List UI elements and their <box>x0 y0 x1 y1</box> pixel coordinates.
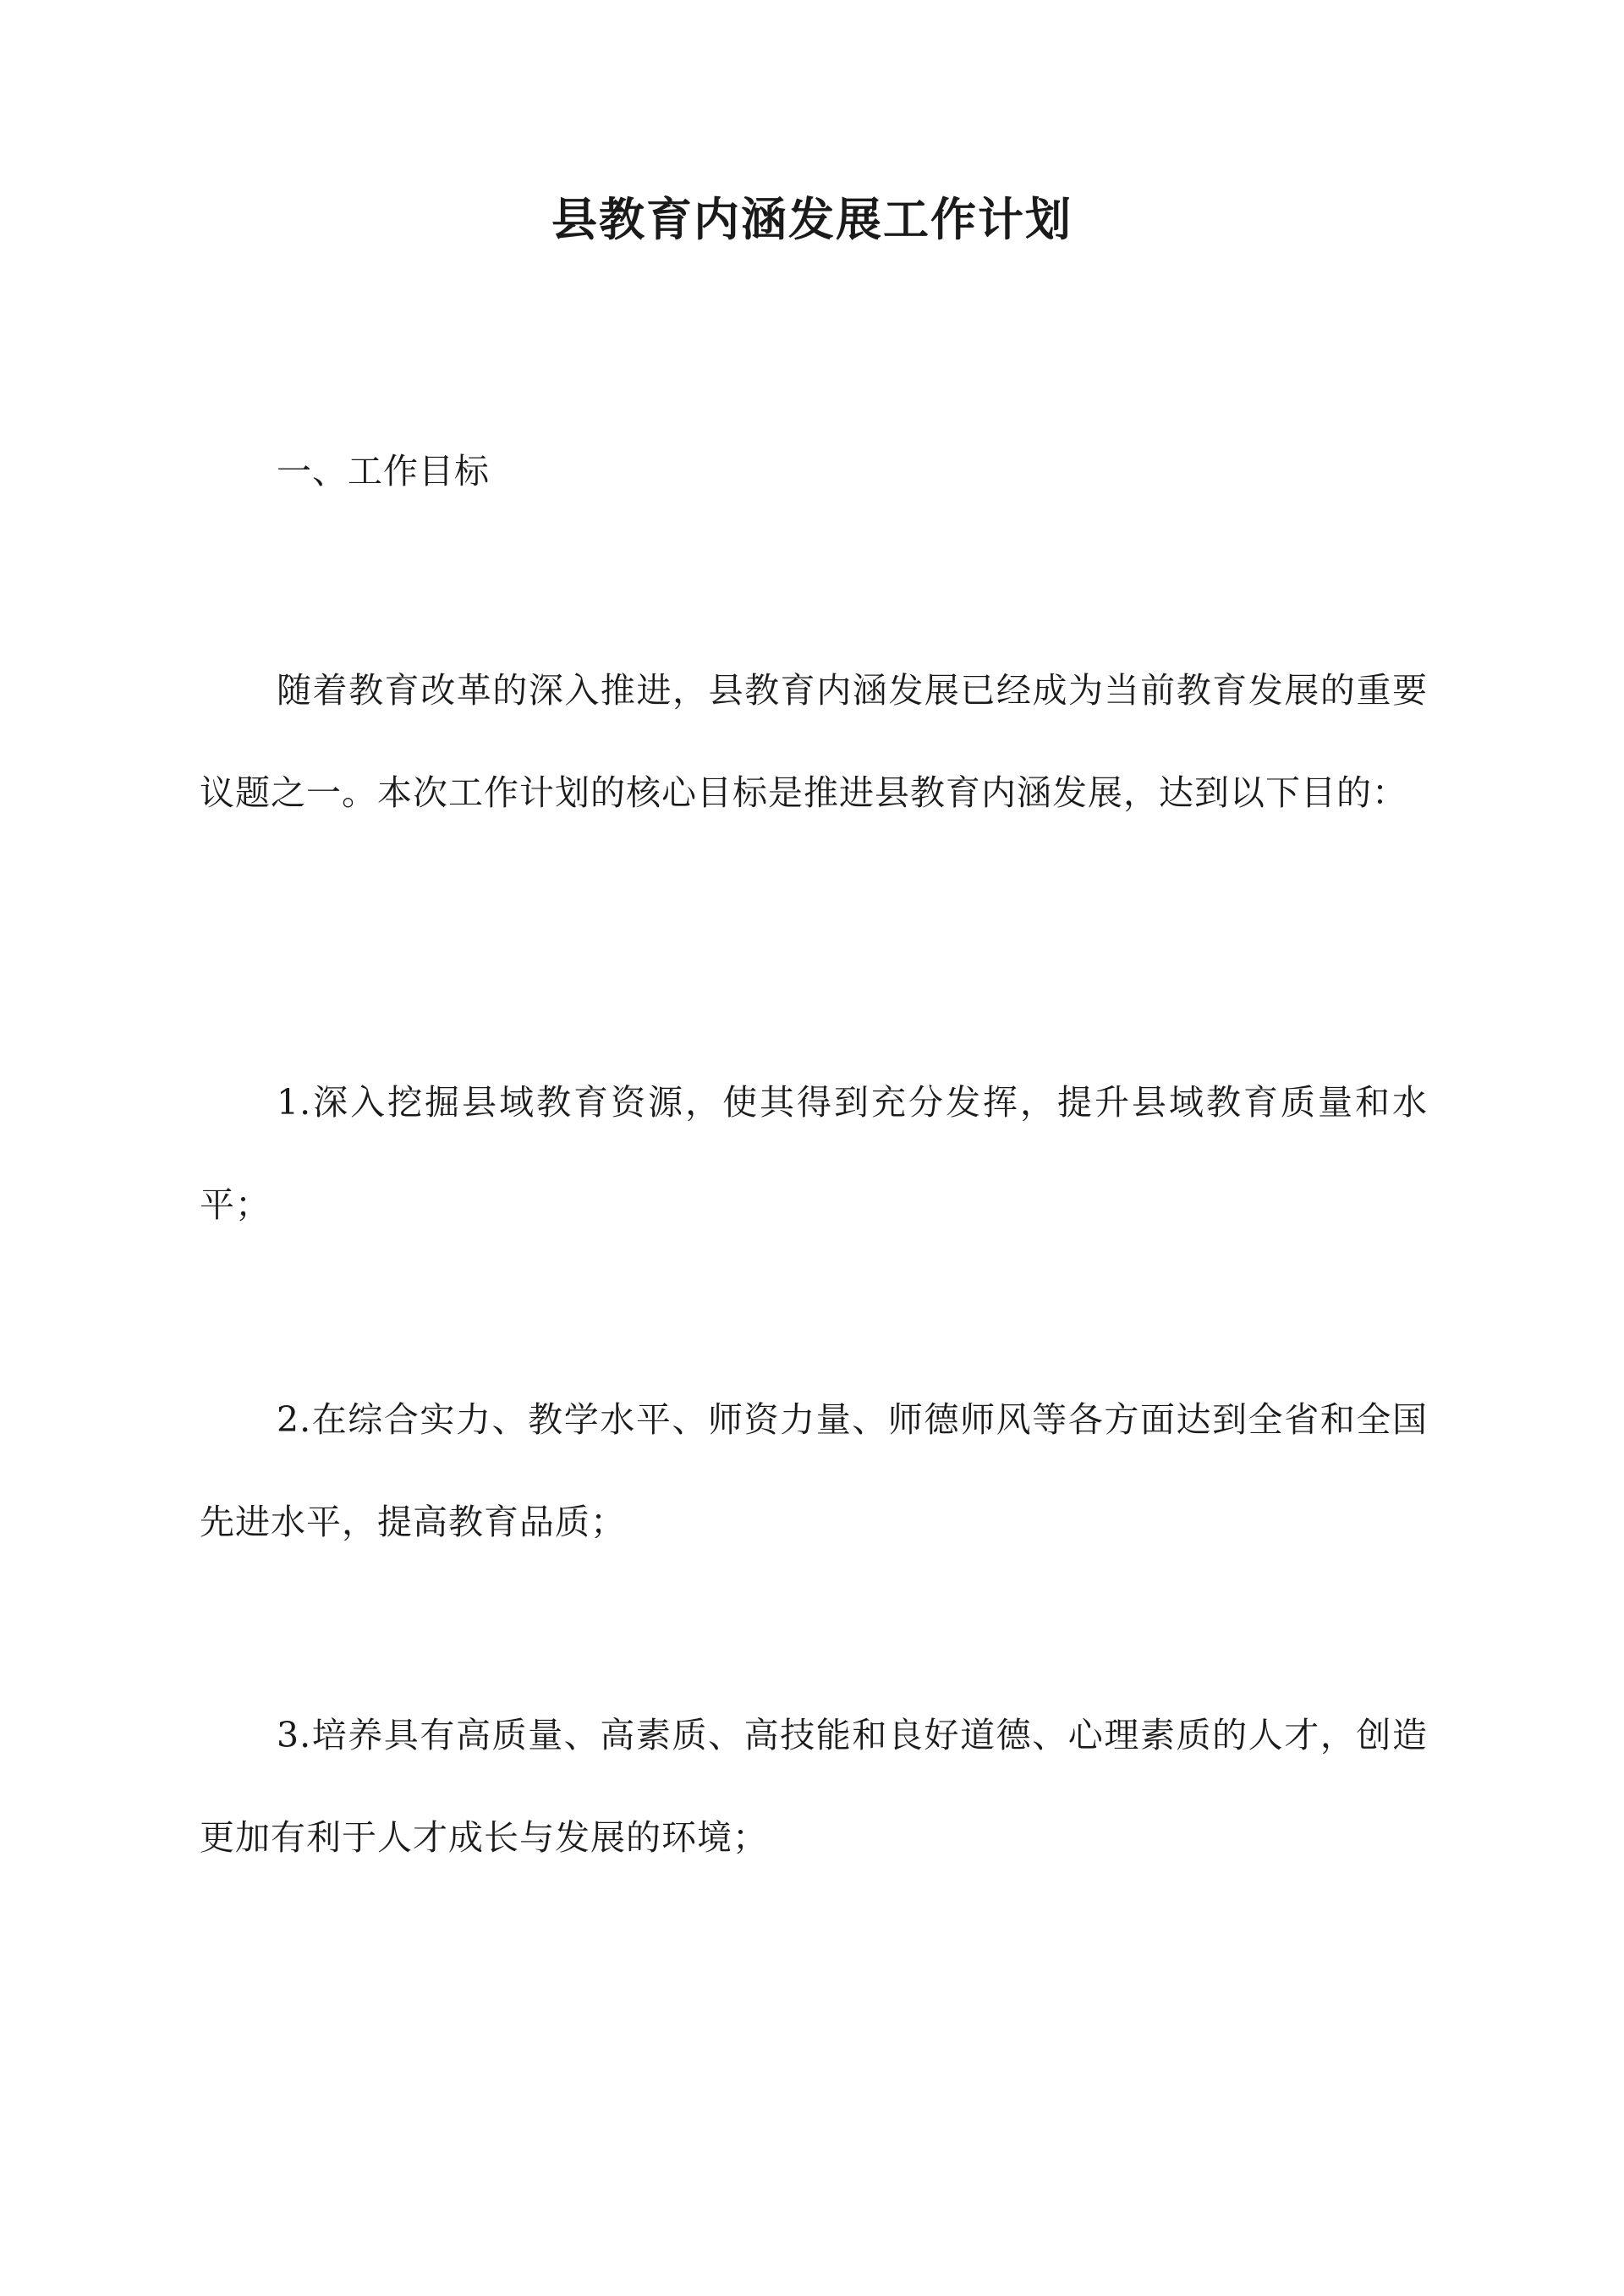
document-title: 县教育内涵发展工作计划 <box>551 192 1073 246</box>
goal-item-2: 2.在综合实力、教学水平、师资力量、师德师风等各方面达到全省和全国先进水平，提高教育品质； <box>200 1399 1428 1542</box>
intro-paragraph: 随着教育改革的深入推进，县教育内涵发展已经成为当前教育发展的重要议题之一。本次工作计划的核心目标是推进县教育内涵发展，达到以下目的： <box>200 670 1428 813</box>
goal-item-3: 3.培养具有高质量、高素质、高技能和良好道德、心理素质的人才，创造更加有利于人才成长与发展的环境； <box>200 1715 1428 1858</box>
section-heading: 一、工作目标 <box>277 451 490 492</box>
goal-item-1: 1.深入挖掘县域教育资源，使其得到充分发挥，提升县域教育质量和水平； <box>200 1082 1428 1225</box>
